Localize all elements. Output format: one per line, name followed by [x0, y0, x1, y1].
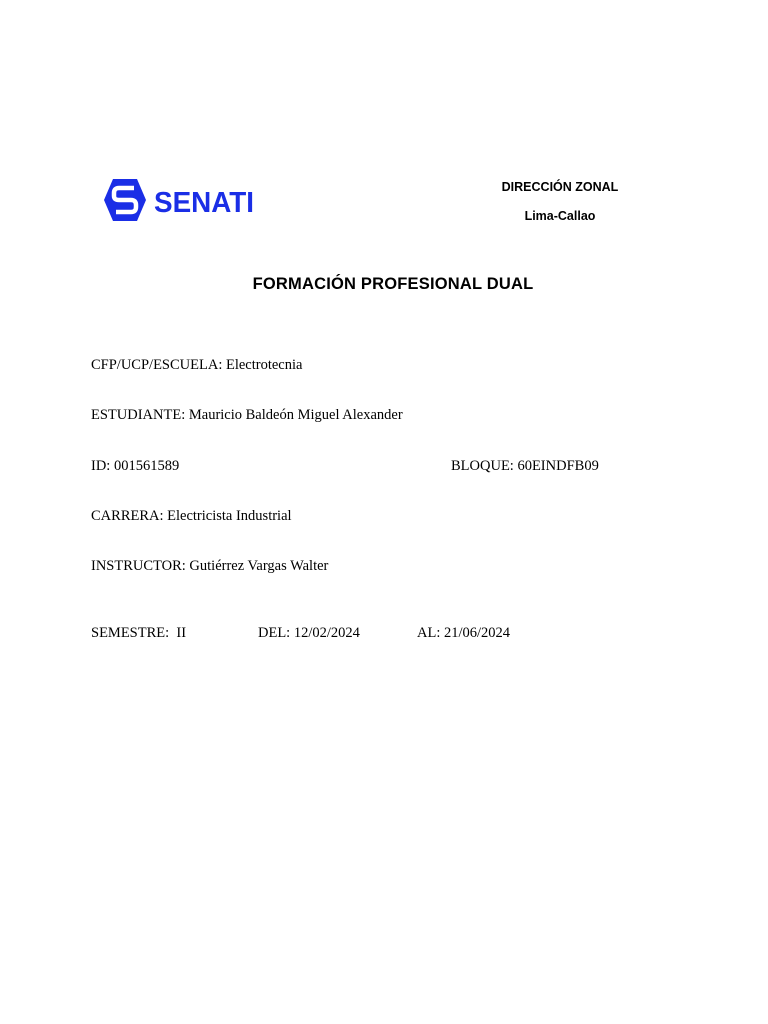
student-field: ESTUDIANTE: Mauricio Baldeón Miguel Alexander	[91, 407, 403, 423]
semester-field: SEMESTRE: II	[91, 625, 187, 641]
zone-name: Lima-Callao	[524, 209, 596, 223]
page-title: FORMACIÓN PROFESIONAL DUAL	[252, 275, 534, 293]
zone-title: DIRECCIÓN ZONAL	[501, 180, 619, 194]
senati-logo	[104, 177, 264, 225]
senati-logo-text: SENATI	[154, 187, 254, 219]
date-to-field: AL: 21/06/2024	[417, 625, 511, 641]
instructor-field: INSTRUCTOR: Gutiérrez Vargas Walter	[91, 558, 329, 574]
block-field: BLOQUE: 60EINDFB09	[451, 458, 599, 474]
cfp-field: CFP/UCP/ESCUELA: Electrotecnia	[91, 357, 303, 373]
date-from-field: DEL: 12/02/2024	[258, 625, 360, 641]
career-field: CARRERA: Electricista Industrial	[91, 508, 292, 524]
id-field: ID: 001561589	[91, 458, 180, 474]
zone-header	[480, 180, 640, 223]
